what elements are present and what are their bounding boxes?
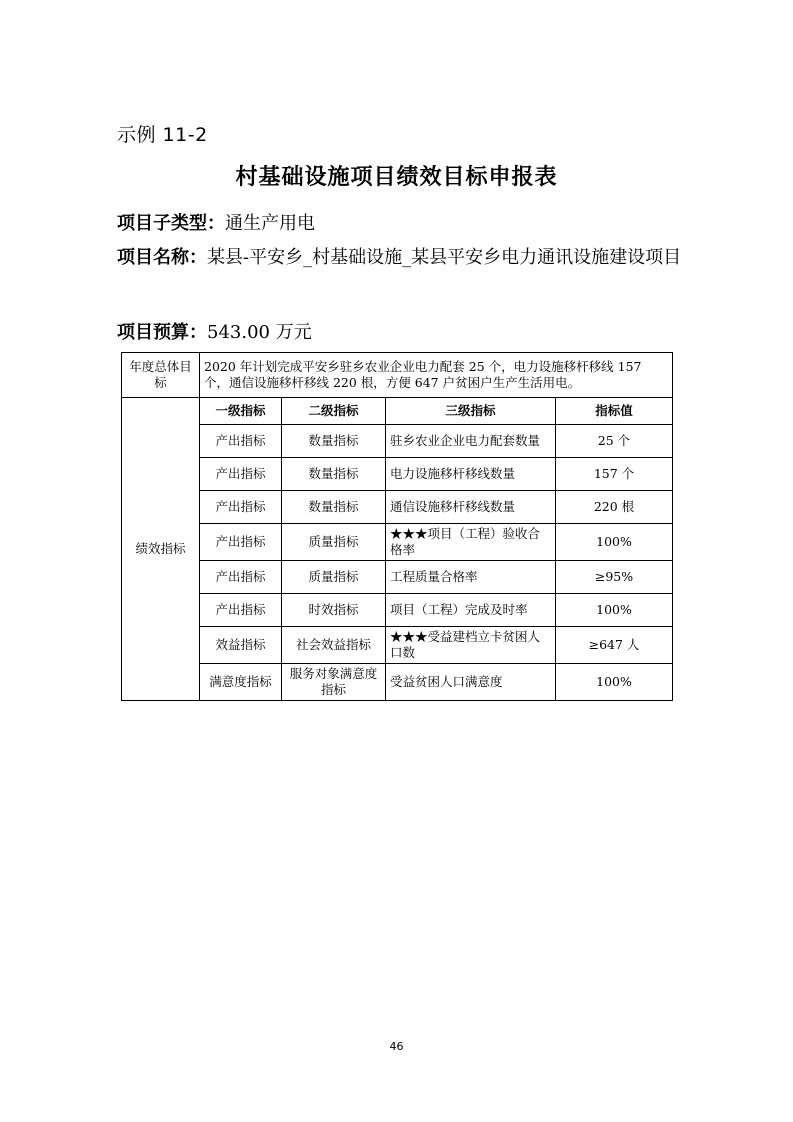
level3-cell: 项目（工程）完成及时率 (386, 594, 556, 627)
project-subtype-value: 通生产用电 (225, 213, 315, 234)
level2-cell: 质量指标 (282, 524, 386, 561)
level2-cell: 社会效益指标 (282, 627, 386, 664)
level3-cell: 电力设施移杆移线数量 (386, 458, 556, 491)
project-name-label: 项目名称： (117, 247, 207, 268)
project-budget-label: 项目预算： (117, 322, 207, 343)
annual-goal-label: 年度总体目标 (122, 353, 200, 398)
header-value: 指标值 (556, 398, 673, 425)
header-level2: 二级指标 (282, 398, 386, 425)
level3-cell: 受益贫困人口满意度 (386, 664, 556, 701)
annual-goal-text: 2020 年计划完成平安乡驻乡农业企业电力配套 25 个，电力设施移杆移线 157 个，通信设施移杆移线 220 根，方便 647 户贫困户生产生活用电。 (200, 353, 673, 398)
level1-cell: 产出指标 (200, 594, 282, 627)
value-cell: 157 个 (556, 458, 673, 491)
table-row (122, 627, 673, 664)
level3-cell: 工程质量合格率 (386, 561, 556, 594)
project-budget (117, 316, 312, 350)
level1-cell: 产出指标 (200, 458, 282, 491)
header-level3: 三级指标 (386, 398, 556, 425)
table-row (122, 594, 673, 627)
table-row (122, 425, 673, 458)
example-label: 示例 11-2 (117, 124, 208, 146)
table-header-row (122, 398, 673, 425)
level3-cell: 通信设施移杆移线数量 (386, 491, 556, 524)
level2-cell: 数量指标 (282, 425, 386, 458)
level2-cell: 数量指标 (282, 458, 386, 491)
level1-cell: 效益指标 (200, 627, 282, 664)
level2-cell: 质量指标 (282, 561, 386, 594)
project-subtype-label: 项目子类型： (117, 213, 225, 234)
level1-cell: 产出指标 (200, 425, 282, 458)
value-cell: 220 根 (556, 491, 673, 524)
level3-cell: 驻乡农业企业电力配套数量 (386, 425, 556, 458)
level1-cell: 产出指标 (200, 491, 282, 524)
table-row (122, 561, 673, 594)
table-row (122, 491, 673, 524)
project-budget-value: 543.00 万元 (207, 322, 312, 343)
value-cell: 100% (556, 664, 673, 701)
table-row (122, 524, 673, 561)
project-name (117, 241, 687, 275)
level2-cell: 服务对象满意度指标 (282, 664, 386, 701)
table-row (122, 458, 673, 491)
value-cell: 100% (556, 524, 673, 561)
annual-goal-row (122, 353, 673, 398)
level2-cell: 数量指标 (282, 491, 386, 524)
level1-cell: 产出指标 (200, 524, 282, 561)
value-cell: 25 个 (556, 425, 673, 458)
page-number: 46 (389, 1040, 404, 1053)
perf-indicator-label: 绩效指标 (122, 398, 200, 701)
project-name-value: 某县-平安乡_村基础设施_某县平安乡电力通讯设施建设项目 (207, 247, 682, 268)
page-title: 村基础设施项目绩效目标申报表 (235, 165, 558, 190)
header-level1: 一级指标 (200, 398, 282, 425)
level3-cell: ★★★受益建档立卡贫困人口数 (386, 627, 556, 664)
project-subtype (117, 207, 315, 241)
level3-cell: ★★★项目（工程）验收合格率 (386, 524, 556, 561)
performance-table (121, 352, 673, 701)
table-row (122, 664, 673, 701)
level1-cell: 满意度指标 (200, 664, 282, 701)
value-cell: ≥95% (556, 561, 673, 594)
value-cell: 100% (556, 594, 673, 627)
level2-cell: 时效指标 (282, 594, 386, 627)
level1-cell: 产出指标 (200, 561, 282, 594)
value-cell: ≥647 人 (556, 627, 673, 664)
